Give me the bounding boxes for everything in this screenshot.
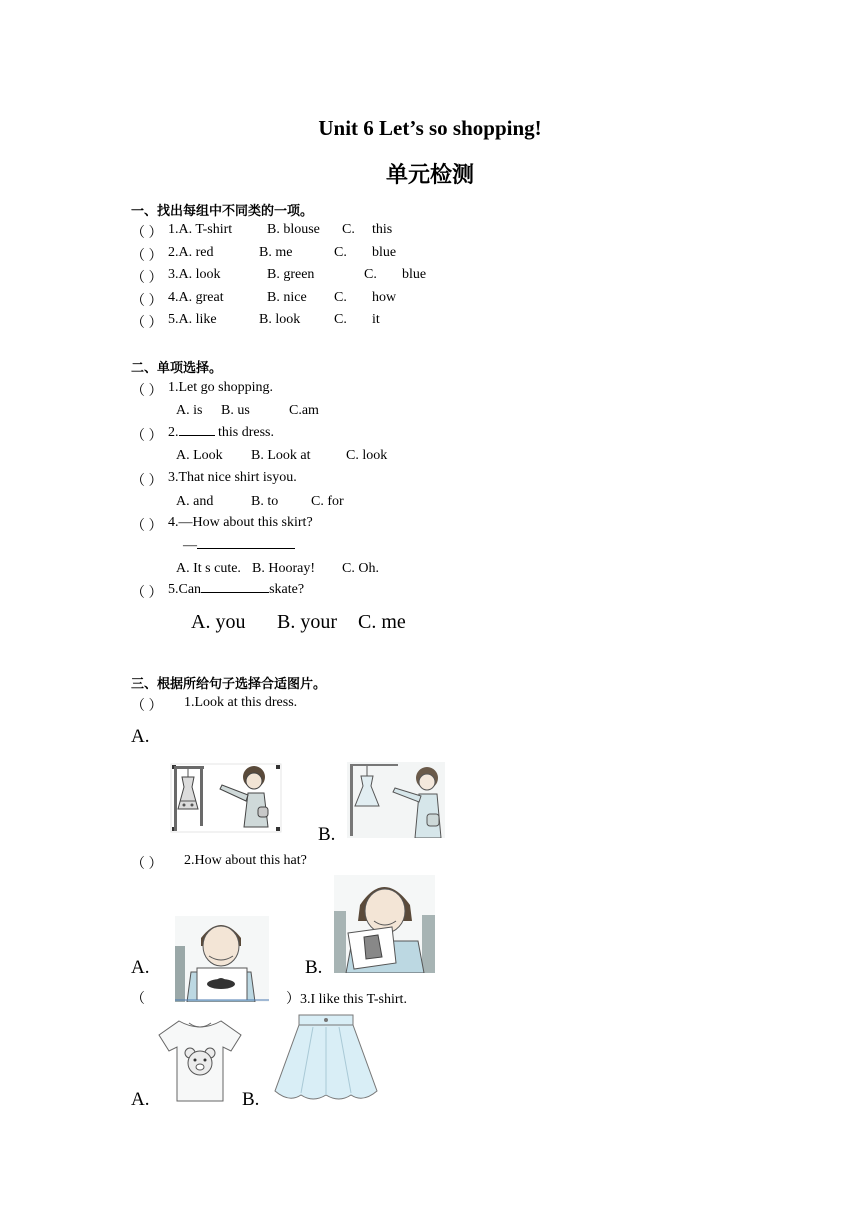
page-title: Unit 6 Let’s so shopping! [318,116,542,140]
answer-paren[interactable]: （ ） [131,316,163,331]
s3-q2-option-a: A. [131,957,150,978]
s3-q3-option-a: A. [131,1089,150,1110]
s1-row1 [131,222,163,242]
s2-q1-c: C.am [289,403,319,418]
s2-q1-text: 1.Let go shopping. [168,380,273,395]
s1-row4-a: 4.A. great [168,290,224,305]
s2-q3-text: 3.That nice shirt isyou. [168,470,297,485]
s1-row3-b: B. green [267,267,315,282]
answer-blank[interactable] [197,548,295,549]
section3-heading: 三、根据所给句子选择合适图片。 [131,677,327,692]
s2-q3-c: C. for [311,494,344,509]
s2-q5-b: B. your [277,611,337,633]
s2-q4-a: A. It s cute. [176,561,241,576]
s1-row5 [131,312,163,332]
s1-row4-cval: how [372,290,397,305]
s1-row5-c: C. [334,312,347,327]
s2-q4-dash: — [183,538,197,553]
s3-q3-paren-open[interactable]: （ [131,992,145,1007]
s2-q2-a: A. Look [176,448,223,463]
s2-q4-text: 4.—How about this skirt? [168,515,313,530]
s1-row4 [131,290,163,310]
s1-row3 [131,267,163,287]
boy-hat-picture-a[interactable] [175,916,269,1002]
s1-row2-c: C. [334,245,347,260]
s3-q2-text: 2.How about this hat? [184,853,307,868]
section2-heading: 二、单项选择。 [131,361,223,376]
s2-q5-paren[interactable]: （ ） [131,586,163,601]
s3-q1-option-b: B. [318,824,336,845]
s3-q3-sentence: 3.I like this T-shirt. [300,992,407,1007]
s2-q4-c: C. Oh. [342,561,379,576]
s3-q1-paren[interactable]: （ ） [131,699,163,714]
s2-q2-post: this dress. [214,425,274,440]
s2-q3-a: A. and [176,494,214,509]
s1-row1-c: C. [342,222,355,237]
s2-q1-b: B. us [221,403,250,418]
s1-row1-a: 1.A. T-shirt [168,222,233,237]
skirt-picture[interactable] [271,1013,381,1105]
answer-blank[interactable] [179,435,215,436]
s2-q5-c: C. me [358,611,406,633]
s1-row4-b: B. nice [267,290,307,305]
s2-q4-b: B. Hooray! [252,561,315,576]
s2-q2-b: B. Look at [251,448,311,463]
s1-row5-b: B. look [259,312,301,327]
s1-row3-c: C. [364,267,377,282]
s2-q1-a: A. is [176,403,203,418]
section1-heading: 一、找出每组中不同类的一项。 [131,204,314,219]
s1-row2 [131,245,163,265]
answer-paren[interactable]: （ ） [131,271,163,286]
s1-row2-cval: blue [372,245,397,260]
s1-row2-b: B. me [259,245,293,260]
dress-girl-picture-a[interactable] [170,763,282,833]
s1-row1-b: B. blouse [267,222,320,237]
s2-q2-pre: 2. [168,425,179,440]
answer-paren[interactable]: （ ） [131,294,163,309]
answer-blank[interactable] [201,592,269,593]
s3-q2-paren[interactable]: （ ） [131,857,163,872]
s2-q5-pre: 5.Can [168,582,202,597]
s2-q4-answer-line [183,538,295,554]
s1-row5-a: 5.A. like [168,312,217,327]
s2-q2-text [168,425,274,441]
s3-q3-text [286,988,407,1008]
answer-paren[interactable]: （ ） [131,249,163,264]
s2-q3-paren[interactable]: （ ） [131,474,163,489]
s2-q1-paren[interactable]: （ ） [131,384,163,399]
s2-q4-paren[interactable]: （ ） [131,519,163,534]
s2-q5-a: A. you [191,611,246,633]
girl-dress-picture-b[interactable] [334,875,435,973]
page-subtitle: 单元检测 [385,163,474,188]
s2-q2-c: C. look [346,448,388,463]
s1-row4-c: C. [334,290,347,305]
s1-row2-a: 2.A. red [168,245,214,260]
s3-q1-text: 1.Look at this dress. [184,695,298,710]
dress-girl-picture-b[interactable] [347,762,445,838]
s3-q2-option-b: B. [305,957,323,978]
answer-paren[interactable]: （ ） [131,226,163,241]
s1-row3-cval: blue [402,267,427,282]
s2-q3-b: B. to [251,494,279,509]
s3-q3-paren-close: ） [286,992,300,1007]
s1-row5-cval: it [372,312,380,327]
s3-q1-option-a: A. [131,726,150,747]
s2-q5-text [168,582,304,598]
s1-row3-a: 3.A. look [168,267,221,282]
s3-q3-option-b: B. [242,1089,260,1110]
tshirt-bear-picture[interactable] [157,1017,243,1105]
s1-row1-cval: this [372,222,393,237]
s2-q2-paren[interactable]: （ ） [131,429,163,444]
s2-q5-post: skate? [269,582,305,597]
